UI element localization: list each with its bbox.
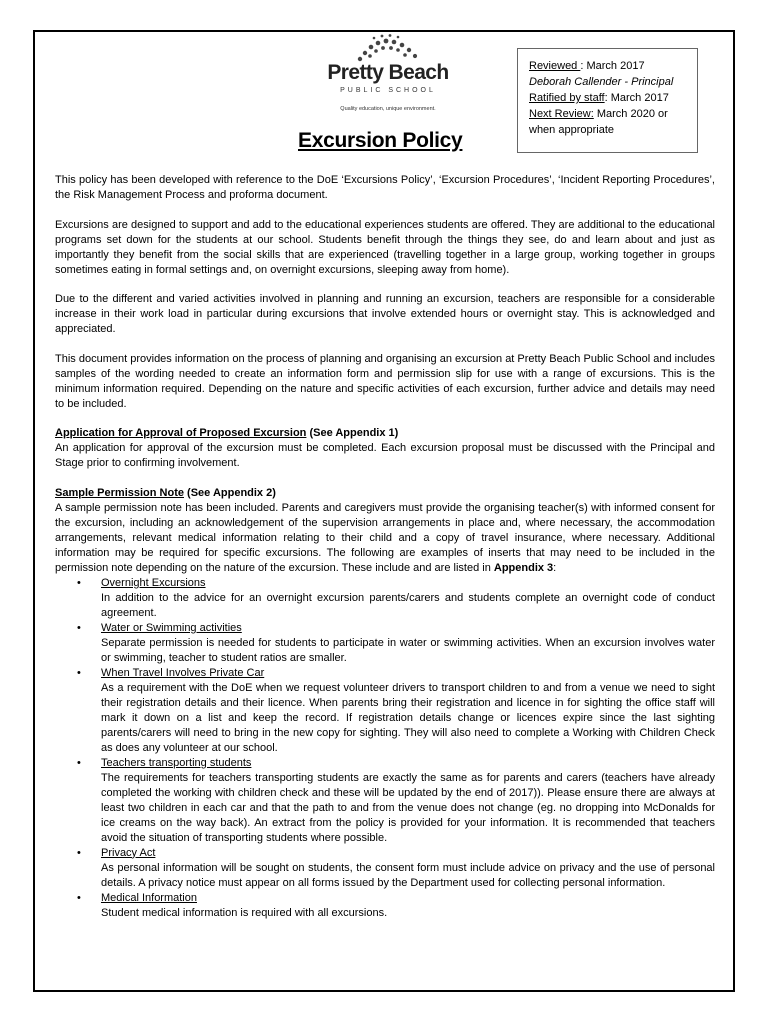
list-item xyxy=(55,666,715,756)
ratified-label: Ratified by staff xyxy=(529,92,605,104)
page-title: Excursion Policy xyxy=(298,129,463,152)
application-text: An application for approval of the excursion must be completed. Each excursion proposal must be discussed with the Principal and Stage prior to confirming involvement. xyxy=(55,442,715,469)
appendix-ref: Appendix 3 xyxy=(493,561,554,574)
list-item xyxy=(55,891,715,921)
reviewed-value: : March 2017 xyxy=(580,60,645,72)
application-section xyxy=(55,426,715,471)
application-heading xyxy=(55,427,398,439)
policy-body xyxy=(55,173,715,921)
permission-ref: (See Appendix 2) xyxy=(184,486,276,499)
list-item-text: In addition to the advice for an overnight excursion parents/carers and students complete an overnight code of conduct agreement. xyxy=(101,591,715,619)
application-ref: (See Appendix 1) xyxy=(306,427,399,439)
bullet-icon: • xyxy=(77,621,81,634)
paragraph: Due to the different and varied activities involved in planning and running an excursion, teachers are responsible for a considerable increase in their work load in particular during excursions that involve extended hours or overnight stay. This is acknowledged and appreciated. xyxy=(55,293,715,335)
bullet-icon: • xyxy=(77,666,81,679)
list-item xyxy=(55,621,715,666)
bullet-icon: • xyxy=(77,846,81,859)
principal-name: Deborah Callender - Principal xyxy=(529,76,674,88)
insert-list xyxy=(55,576,715,921)
paragraph: This document provides information on the process of planning and organising an excursion at Pretty Beach Public School and includes samples of the wording needed to create an information form and permission slip for use with a range of excursions. This is the minimum information required. Depending on the nature and specific activities of each excursion, further advice and details may need to be included. xyxy=(55,352,715,410)
list-item-text: Separate permission is needed for students to participate in water or swimming activities. When an excursion involves water or swimming, teacher to student ratios are smaller. xyxy=(101,636,715,664)
bullet-icon: • xyxy=(77,576,81,589)
paragraph: Excursions are designed to support and add to the educational experiences students are offered. They are additional to the educational programs set down for the students at our school. Students benefit through the things they see, do and learn about and just as importantly they benefit from the social skills that are experienced (travelling together in a large group, working together in groups sometimes eating in formal settings and, on overnight excursions, sleeping away from home). xyxy=(55,218,715,276)
list-item-text: As a requirement with the DoE when we request volunteer drivers to transport children to and from a venue we need to sight their registration details and their licence. When parents bring their registration and licence in for sighting the office staff will mark it down on a list and keep the record. If registration details change or licences expire since the last sighting parents/carers will need to bring in the new copy for sighting. They will also need to complete a Working with Children Check as does any volunteer at our school. xyxy=(101,681,715,754)
next-review-value: March 2020 or xyxy=(593,108,668,120)
application-title: Application for Approval of Proposed Excursion xyxy=(55,427,307,439)
next-review-value-2: when appropriate xyxy=(529,124,615,136)
list-item-title: Privacy Act xyxy=(101,846,156,859)
bullet-icon: • xyxy=(77,756,81,769)
list-item-text: Student medical information is required with all excursions. xyxy=(101,906,388,919)
list-item-title: Medical Information xyxy=(101,891,197,904)
next-review-label: Next Review: xyxy=(529,108,594,120)
ratified-value: : March 2017 xyxy=(604,92,669,104)
paragraph: This policy has been developed with reference to the DoE ‘Excursions Policy’, ‘Excursion Procedures’, ‘Incident Reporting Procedures’, the Risk Management Process and proforma document. xyxy=(55,174,715,201)
list-item-title: Overnight Excursions xyxy=(101,576,206,589)
list-item xyxy=(55,756,715,846)
list-item-text: The requirements for teachers transporting students are exactly the same as for parents and carers (teachers have already completed the working with children check and these will be updated by the end of 2017)). Please ensure there are always at least two children in each car and that the path to and from the venue does not change (eg. no dropping into McDonalds for ice creams on the way back). An extract from the policy is provided for your information. It is recommended that teachers avoid the situation of transporting students where possible. xyxy=(101,771,715,844)
permission-section xyxy=(55,486,715,921)
bullet-icon: • xyxy=(77,891,81,904)
reviewed-label: Reviewed xyxy=(529,60,581,72)
appendix-colon: : xyxy=(553,561,557,574)
logo-tagline: Quality education, unique environment. xyxy=(340,106,436,112)
permission-heading xyxy=(55,487,276,499)
list-item-text: As personal information will be sought on students, the consent form must include advice on privacy and the use of personal details. A privacy notice must appear on all forms issued by the Department used for collecting personal information. xyxy=(101,861,715,889)
review-box xyxy=(517,48,698,153)
list-item xyxy=(55,846,715,891)
school-logo xyxy=(318,34,458,120)
permission-title: Sample Permission Note xyxy=(55,486,184,499)
permission-text: A sample permission note has been included. Parents and caregivers must provide the organising teacher(s) with informed consent for the excursion, including an acknowledgement of the supervision arrangements in place and, where necessary, the accommodation arrangements, relevant medical information relating to their child and a copy of travel insurance, where necessary. Additional information may be required for specific excursions. The following are examples of inserts that may need to be included in the permission note depending on the nature of the excursion. These include and are listed in xyxy=(55,501,715,574)
list-item-title: When Travel Involves Private Car xyxy=(101,666,265,679)
logo-subtitle: PUBLIC SCHOOL xyxy=(340,87,436,94)
sun-dots-icon xyxy=(352,34,424,62)
logo-name: Pretty Beach xyxy=(327,61,449,84)
list-item-title: Water or Swimming activities xyxy=(101,621,242,634)
list-item xyxy=(55,576,715,621)
list-item-title: Teachers transporting students xyxy=(101,756,252,769)
